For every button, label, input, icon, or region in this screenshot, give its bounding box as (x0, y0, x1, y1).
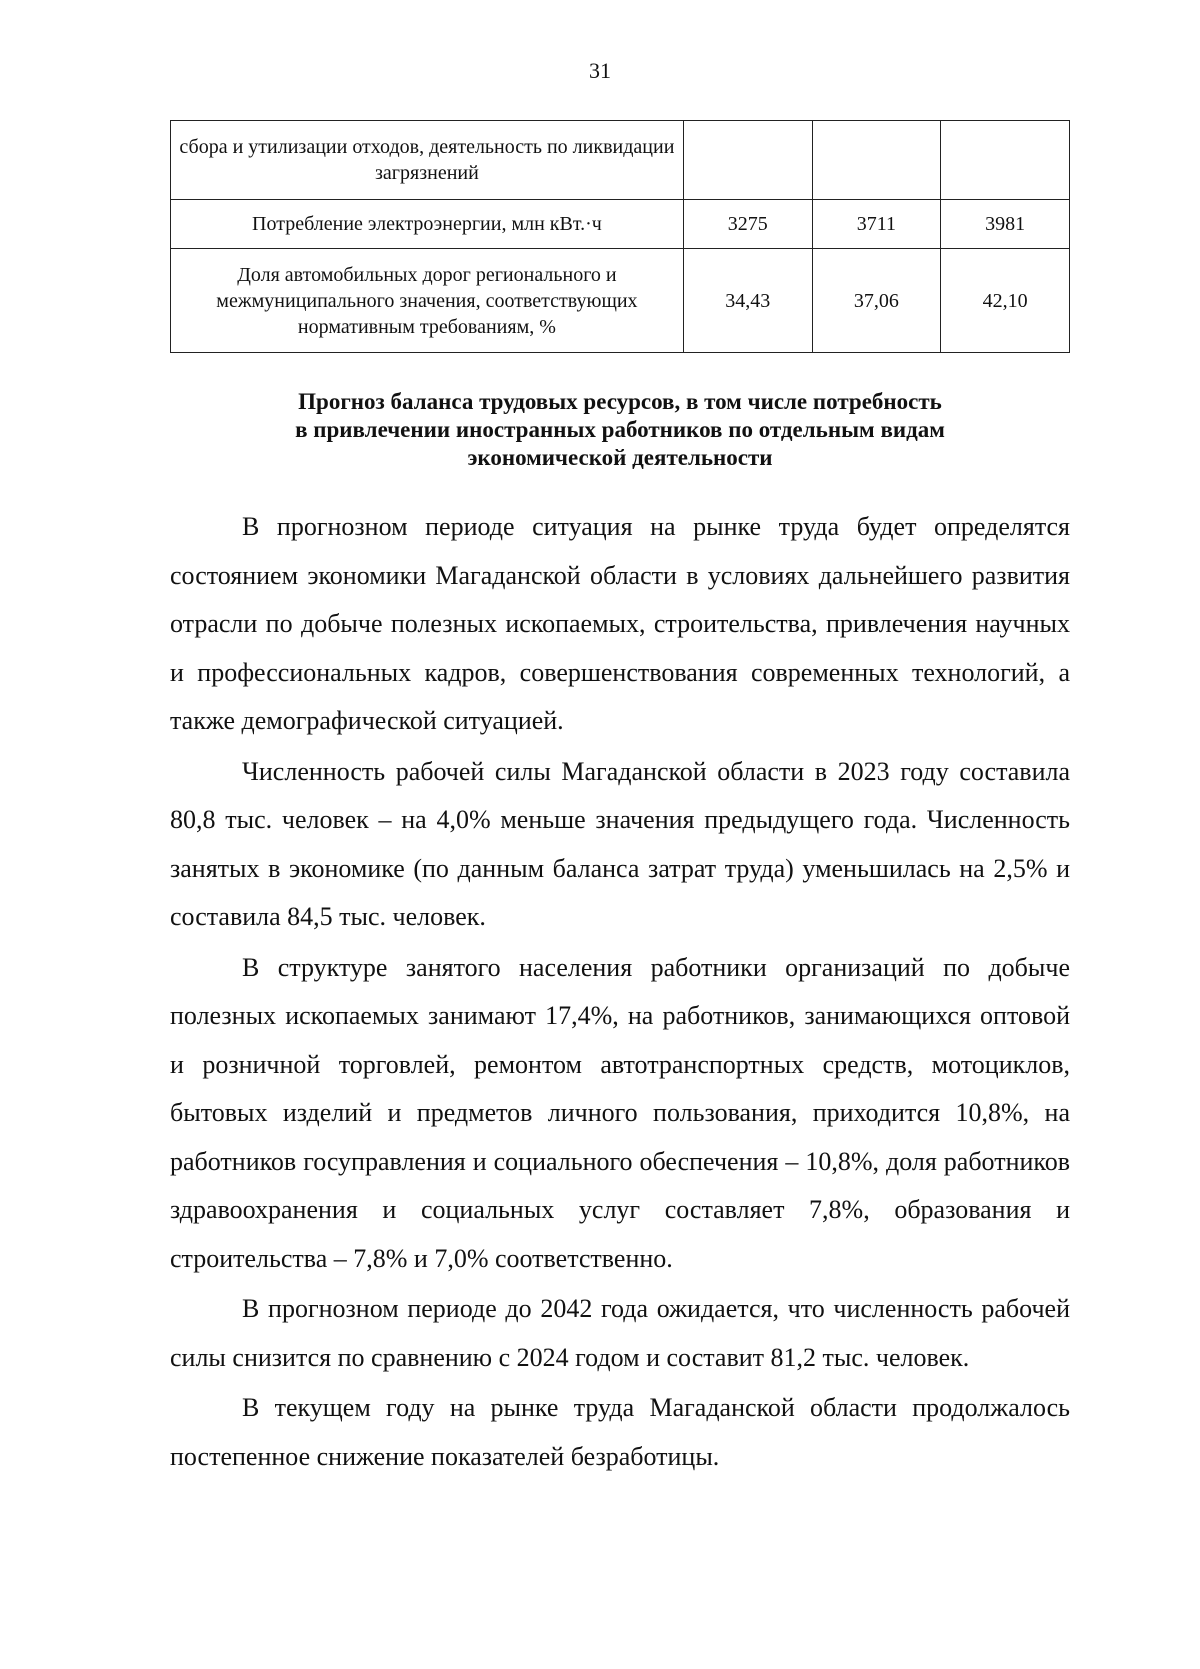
value-cell (812, 121, 941, 200)
indicators-table (170, 120, 1070, 353)
indicator-cell: Потребление электроэнергии, млн кВт.·ч (171, 200, 684, 249)
paragraph: Численность рабочей силы Магаданской области в 2023 году составила 80,8 тыс. человек – на 4,0% меньше значения предыдущего года. Численность занятых в экономике (по данным баланса затрат труда) уменьшилась на 2,5% и составила 84,5 тыс. человек. (170, 756, 1070, 931)
value-cell: 42,10 (941, 249, 1070, 353)
section-title-line: Прогноз баланса трудовых ресурсов, в том числе потребность (298, 389, 942, 414)
value-cell: 3981 (941, 200, 1070, 249)
value-cell: 37,06 (812, 249, 941, 353)
paragraph: В прогнозном периоде ситуация на рынке труда будет определятся состоянием экономики Магаданской области в условиях дальнейшего развития отрасли по добыче полезных ископаемых, строительства, привлечения научных и профессиональных кадров, совершенствования современных технологий, а также демографической ситуацией. (170, 512, 1070, 735)
section-title (170, 388, 1070, 472)
paragraph: В текущем году на рынке труда Магаданской области продолжалось постепенное снижение показателей безработицы. (170, 1393, 1070, 1471)
table-row (171, 249, 1070, 353)
page-number: 31 (589, 58, 611, 83)
value-cell: 34,43 (683, 249, 812, 353)
body-text (170, 503, 1070, 1483)
paragraph: В структуре занятого населения работники организаций по добыче полезных ископаемых занимают 17,4%, на работников, занимающихся оптовой и розничной торговлей, ремонтом автотранспортных средств, мотоциклов, бытовых изделий и предметов личного пользования, приходится 10,8%, на работников госуправления и социального обеспечения – 10,8%, доля работников здравоохранения и социальных услуг составляет 7,8%, образования и строительства – 7,8% и 7,0% соответственно. (170, 952, 1070, 1273)
value-cell: 3711 (812, 200, 941, 249)
indicator-cell: Доля автомобильных дорог регионального и межмуниципального значения, соответствующих нормативным требованиям, % (171, 249, 684, 353)
table-row (171, 200, 1070, 249)
paragraph: В прогнозном периоде до 2042 года ожидается, что численность рабочей силы снизится по сравнению с 2024 годом и составит 81,2 тыс. человек. (170, 1294, 1070, 1372)
value-cell: 3275 (683, 200, 812, 249)
indicator-cell: сбора и утилизации отходов, деятельность по ликвидации загрязнений (171, 121, 684, 200)
table-row (171, 121, 1070, 200)
value-cell (941, 121, 1070, 200)
value-cell (683, 121, 812, 200)
section-title-line: в привлечении иностранных работников по отдельным видам (295, 417, 945, 442)
section-title-line: экономической деятельности (467, 445, 773, 470)
